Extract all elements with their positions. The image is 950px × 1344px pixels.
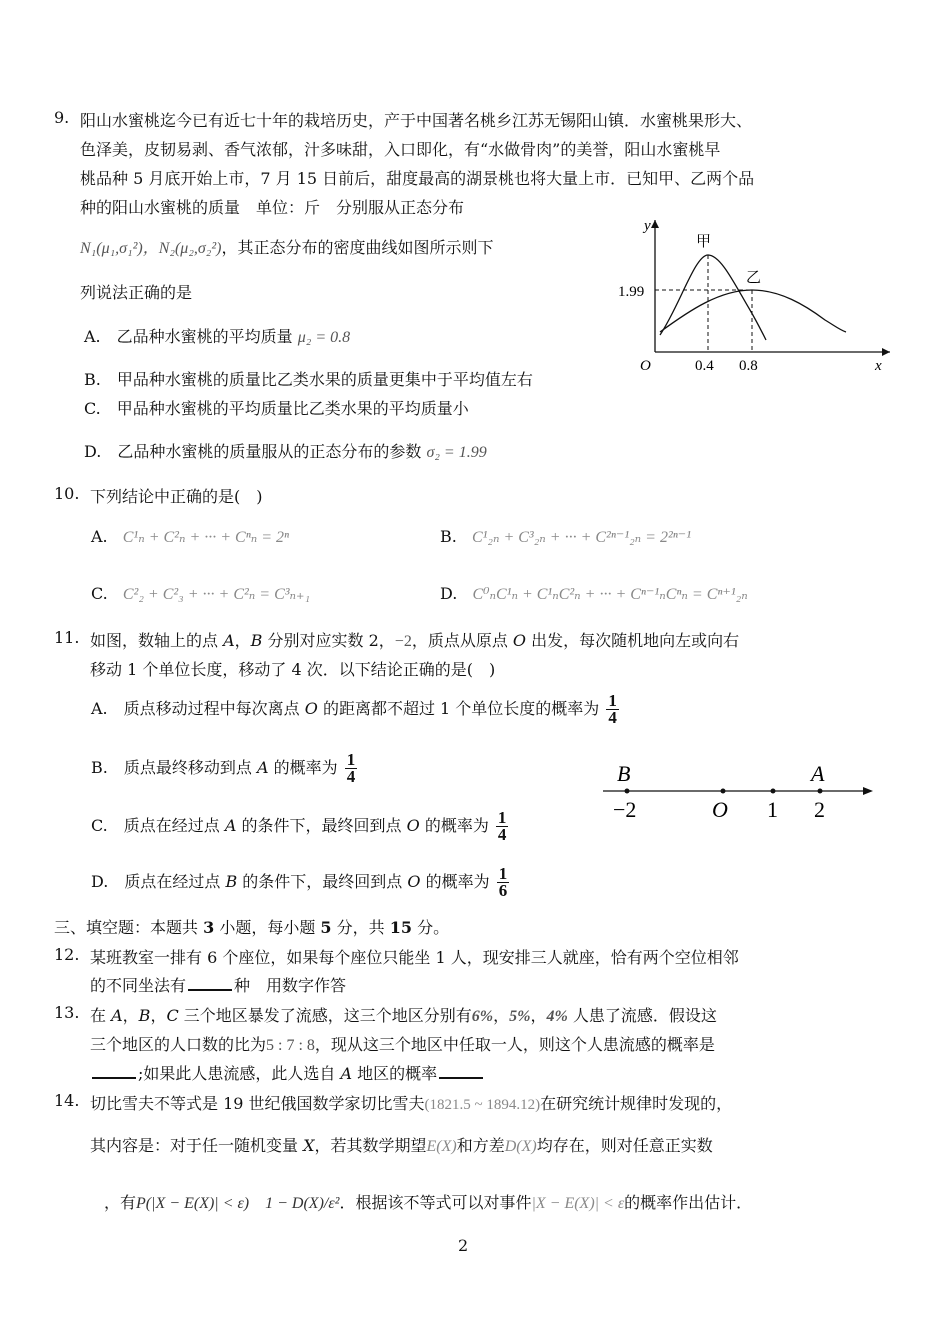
q11-neg2: −2 <box>394 633 412 650</box>
section3-text-d: 分。 <box>412 918 450 937</box>
q13-region-c: C <box>166 1006 179 1025</box>
q13-line1-text-c: 人患了流感．假设这 <box>572 1006 717 1025</box>
q14-line2-text-b: ，若其数学期望 <box>314 1136 427 1155</box>
q13-region-b: B <box>138 1006 151 1025</box>
q11-point-a: A <box>223 631 235 650</box>
fraction-numerator: 1 <box>346 750 356 769</box>
q13-answer-blank-2[interactable] <box>439 1067 483 1079</box>
section3-text-c: 分，共 <box>331 918 390 937</box>
section3-count: 3 <box>203 918 215 937</box>
q10-stem: 下列结论中正确的是( ) <box>90 487 263 506</box>
q11-line1-part-a: 如图，数轴上的点 <box>90 631 224 650</box>
q12-answer-blank[interactable] <box>188 979 232 991</box>
curve-yi <box>660 290 846 332</box>
q9-line1: 阳山水蜜桃迄今已有近七十年的栽培历史，产于中国著名桃乡江苏无锡阳山镇．水蜜桃果形大、 <box>80 111 753 130</box>
q11-option-c-mid: 的条件下，最终回到点 <box>236 816 407 835</box>
y-axis-label: y <box>644 218 651 234</box>
q11-point-o: O <box>512 631 527 650</box>
q14-expectation: E(X) <box>426 1138 457 1155</box>
q11-option-d-pre: D. 质点在经过点 <box>91 872 226 891</box>
q11-option-c-pre: C. 质点在经过点 <box>91 816 225 835</box>
q13-line1-text-a: 在 <box>90 1006 112 1025</box>
q9-option-a-math: μ₂ = 0.8 <box>297 329 351 346</box>
q11-line1-part-c: 分别对应实数 2， <box>262 631 395 650</box>
q10-option-d <box>440 584 748 604</box>
q10-option-c-label: C. <box>91 584 108 603</box>
q13-sep2: ， <box>150 1006 167 1025</box>
point-1-dot <box>771 789 776 794</box>
q13-line1: 在 A，B，C 三个地区暴发了流感，这三个地区分别有6%，5%，4% 人患了流感．假设这 <box>90 1006 717 1025</box>
q11-line1-part-b: ， <box>234 631 251 650</box>
q13-sep1: ， <box>122 1006 139 1025</box>
q14-line3-text-c: 的概率作出估计． <box>624 1193 753 1212</box>
axis-tick-o: O <box>712 797 728 822</box>
q11-option-b-post: 的概率为 <box>268 758 338 777</box>
q11-option-b-point: A <box>256 758 269 777</box>
q10-option-b-math: C¹₂ₙ + C³₂ₙ + ··· + C²ⁿ⁻¹₂ₙ = 2²ⁿ⁻¹ <box>471 529 692 546</box>
y-tick-199: 1.99 <box>618 284 645 300</box>
q11-option-a-pre: A. 质点移动过程中每次离点 <box>91 699 305 718</box>
q11-option-b-fraction <box>345 752 358 785</box>
axis-label-b: B <box>617 761 631 786</box>
q11-option-d-fraction <box>497 866 510 899</box>
q13-number: 13. <box>54 1003 80 1022</box>
axis-tick-2: 2 <box>814 797 825 822</box>
q13-line3 <box>90 1061 485 1084</box>
normal-density-figure <box>600 210 900 385</box>
q11-option-a <box>91 693 619 726</box>
q11-point-b: B <box>250 631 263 650</box>
q11-line1-part-d: ，质点从原点 <box>411 631 513 650</box>
q10-option-c-math: C²₂ + C²₃ + ··· + C²ₙ = C³ₙ₊₁ <box>122 586 311 603</box>
q11-option-b-pre: B. 质点最终移动到点 <box>91 758 257 777</box>
q9-line4: 种的阳山水蜜桃的质量 单位：斤 分别服从正态分布 <box>80 198 465 217</box>
fraction-numerator: 1 <box>498 864 508 883</box>
q10-number: 10. <box>54 484 80 503</box>
q13-line2-text-a: 三个地区的人口数的比为 <box>90 1035 267 1054</box>
q14-years: (1821.5 ~ 1894.12) <box>424 1097 541 1113</box>
fraction-denominator: 4 <box>497 825 507 844</box>
q9-option-b: B. 甲品种水蜜桃的质量比乙类水果的质量更集中于平均值左右 <box>84 370 533 389</box>
q14-line1-text-b: 在研究统计规律时发现的， <box>540 1094 733 1113</box>
point-a-dot <box>818 789 823 794</box>
q11-option-d-post: 的概率为 <box>420 872 490 891</box>
q10-option-a <box>91 527 289 547</box>
q11-option-d-point-o: O <box>407 872 421 891</box>
q14-line1 <box>90 1091 732 1114</box>
q14-line2-text-a: 其内容是：对于任一随机变量 <box>90 1136 304 1155</box>
axis-tick-1: 1 <box>767 797 778 822</box>
q11-option-c-fraction <box>496 810 509 843</box>
section3-text-a: 三、填空题：本题共 <box>54 918 204 937</box>
q11-option-c-post: 的概率为 <box>419 816 489 835</box>
q9-option-d-math: σ₂ = 1.99 <box>426 444 487 461</box>
q11-number: 11. <box>54 628 80 647</box>
curve-jia <box>660 255 766 340</box>
q14-line3 <box>104 1190 752 1213</box>
q9-number: 9. <box>54 108 70 127</box>
q11-option-c-point: A <box>224 816 237 835</box>
q11-option-b <box>91 752 357 785</box>
q11-option-c <box>91 810 508 843</box>
q12-line1: 某班教室一排有 6 个座位，如果每个座位只能坐 1 人，现安排三人就座，恰有两个空位相邻 <box>90 948 739 967</box>
q10-option-a-label: A. <box>91 527 108 546</box>
q12-number: 12. <box>54 945 80 964</box>
q12-line2-text-b: 种 用数字作答 <box>234 976 347 995</box>
number-line-arrow-icon <box>863 787 873 795</box>
q9-option-c: C. 甲品种水蜜桃的平均质量比乙类水果的平均质量小 <box>84 399 469 418</box>
axis-tick-neg2: −2 <box>613 797 637 822</box>
q14-line2-text-c: 和方差 <box>456 1136 505 1155</box>
q14-number: 14. <box>54 1091 80 1110</box>
q13-answer-blank-1[interactable] <box>92 1067 136 1079</box>
section3-points-each: 5 <box>320 918 332 937</box>
q13-line2-text-b: ，现从这三个地区中任取一人，则这个人患流感的概率是 <box>314 1035 715 1054</box>
q11-option-d-point: B <box>225 872 238 891</box>
q13-line3-text-a: ;如果此人患流感，此人选自 <box>138 1064 341 1083</box>
point-o-dot <box>721 789 726 794</box>
axis-label-a: A <box>811 761 825 786</box>
y-axis-arrow-icon <box>651 220 659 228</box>
q11-line2: 移动 1 个单位长度，移动了 4 次．以下结论正确的是( ) <box>90 660 496 679</box>
q14-line3-text-a: ，有 <box>104 1193 137 1212</box>
q14-event: |X − E(X)| < ε <box>531 1195 625 1212</box>
q9-option-d-text: D. 乙品种水蜜桃的质量服从的正态分布的参数 <box>84 442 422 461</box>
q13-line1-text-b: 三个地区暴发了流感，这三个地区分别有 <box>178 1006 472 1025</box>
q11-option-c-point-o: O <box>406 816 420 835</box>
x-axis-label: x <box>875 358 882 374</box>
q14-line1-text-a: 切比雪夫不等式是 19 世纪俄国数学家切比雪夫 <box>90 1094 425 1113</box>
q13-region-a: A <box>111 1006 123 1025</box>
x-tick-04: 0.4 <box>695 358 714 374</box>
q13-line3-region-a: A <box>340 1064 353 1083</box>
q9-line6: 列说法正确的是 <box>80 283 193 302</box>
fraction-denominator: 4 <box>608 708 617 727</box>
point-b-dot <box>625 789 630 794</box>
q10-option-d-label: D. <box>440 584 458 603</box>
q10-option-c <box>91 584 310 604</box>
q11-option-d-mid: 的条件下，最终回到点 <box>237 872 408 891</box>
section3-total: 15 <box>389 918 413 937</box>
q10-option-a-math: C¹ₙ + C²ₙ + ··· + Cⁿₙ = 2ⁿ <box>122 529 290 546</box>
q12-line2-text-a: 的不同坐法有 <box>90 976 187 995</box>
origin-label: O <box>640 358 651 374</box>
q11-line1-part-e: 出发，每次随机地向左或向右 <box>526 631 740 650</box>
q9-line5 <box>80 235 494 258</box>
fraction-numerator: 1 <box>497 808 507 827</box>
q9-option-a-text: A. 乙品种水蜜桃的平均质量 <box>84 327 293 346</box>
q14-line2-text-d: 均存在，则对任意正实数 <box>536 1136 713 1155</box>
q13-rate-b: 5% <box>509 1008 531 1025</box>
q10-option-b-label: B. <box>440 527 457 546</box>
label-yi: 乙 <box>746 270 762 286</box>
q14-line3-text-b: ．根据该不等式可以对事件 <box>339 1193 532 1212</box>
q14-variable-x: X <box>303 1136 315 1155</box>
q9-option-d <box>84 439 487 462</box>
q9-line5-text: ，其正态分布的密度曲线如图所示则下 <box>221 238 494 257</box>
q10-option-b <box>440 527 691 547</box>
q14-line2 <box>90 1133 713 1156</box>
fraction-denominator: 6 <box>498 881 508 900</box>
q11-option-a-post: 的距离都不超过 1 个单位长度的概率为 <box>317 699 600 718</box>
q13-ratio: 5 : 7 : 8 <box>266 1037 315 1054</box>
q14-inequality: P(|X − E(X)| < ε) 1 − D(X)/ε² <box>136 1195 340 1212</box>
q11-option-a-point: O <box>304 699 318 718</box>
q9-distribution-formula: N₁(μ₁,σ₁²)，N₂(μ₂,σ₂²) <box>80 240 222 257</box>
q11-option-d <box>91 866 509 899</box>
x-axis-arrow-icon <box>882 348 890 356</box>
q11-line1 <box>90 628 739 651</box>
x-tick-08: 0.8 <box>739 358 758 374</box>
q9-line3: 桃品种 5 月底开始上市，7 月 15 日前后，甜度最高的湖景桃也将大量上市．已知甲、乙两个品 <box>80 169 755 188</box>
label-jia: 甲 <box>696 234 712 250</box>
q13-line3-text-b: 地区的概率 <box>352 1064 438 1083</box>
q11-option-a-fraction <box>606 693 619 726</box>
q13-line2 <box>90 1032 715 1055</box>
section3-header <box>54 915 449 938</box>
q13-rate-a: 6% <box>471 1008 494 1025</box>
q10-option-d-math: C⁰ₙC¹ₙ + C¹ₙC²ₙ + ··· + Cⁿ⁻¹ₙCⁿₙ = Cⁿ⁺¹₂ₙ <box>472 586 748 603</box>
q12-line2 <box>90 973 346 996</box>
q9-line2: 色泽美，皮韧易剥、香气浓郁，汁多味甜，入口即化，有“水做骨肉”的美誉，阳山水蜜桃早 <box>80 140 721 159</box>
q13-rate-c: 4% <box>546 1008 568 1025</box>
page-number: 2 <box>458 1236 469 1255</box>
fraction-numerator: 1 <box>608 691 617 710</box>
number-line-figure <box>595 755 880 830</box>
q14-variance: D(X) <box>504 1138 537 1155</box>
fraction-denominator: 4 <box>346 767 356 786</box>
q9-option-a <box>84 324 350 347</box>
section3-text-b: 小题，每小题 <box>214 918 321 937</box>
